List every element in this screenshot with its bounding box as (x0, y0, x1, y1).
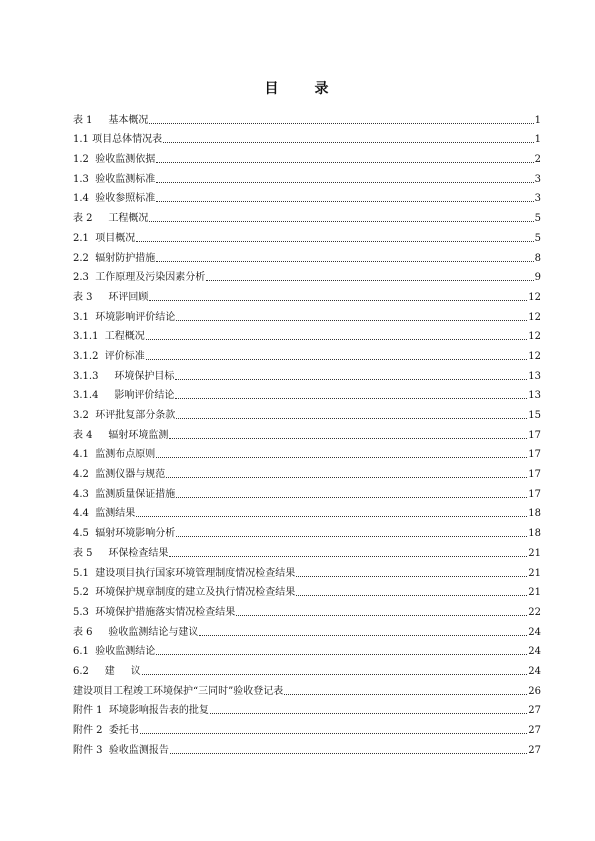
toc-entry-page-number: 2 (534, 154, 541, 166)
toc-dot-leader (149, 221, 533, 222)
toc-entry-page-number: 1 (534, 134, 541, 146)
toc-entry-page-number: 17 (528, 488, 541, 500)
toc-entry-label: 2.3 工作原理及污染因素分析 (73, 272, 206, 284)
toc-dot-leader (156, 162, 533, 163)
toc-entry[interactable] (73, 304, 541, 324)
toc-entry-page-number: 18 (528, 528, 541, 540)
toc-entry-page-number: 17 (528, 429, 541, 441)
toc-dot-leader (149, 123, 533, 124)
toc-entry[interactable] (73, 422, 541, 442)
toc-entry-label: 1.1 项目总体情况表 (73, 134, 163, 146)
toc-entry-label: 5.1 建设项目执行国家环境管理制度情况检查结果 (73, 567, 296, 579)
toc-entry[interactable] (73, 737, 541, 757)
toc-entry-page-number: 17 (528, 449, 541, 461)
toc-dot-leader (136, 516, 527, 517)
toc-dot-leader (210, 713, 527, 714)
toc-dot-leader (149, 300, 527, 301)
toc-entry[interactable] (73, 442, 541, 462)
toc-entry-page-number: 12 (528, 331, 541, 343)
toc-entry-label: 4.3 监测质量保证措施 (73, 488, 176, 500)
toc-entry[interactable] (73, 127, 541, 147)
toc-entry-label: 1.3 验收监测标准 (73, 173, 156, 185)
toc-entry-label: 6.1 验收监测结论 (73, 646, 156, 658)
toc-dot-leader (136, 241, 533, 242)
toc-entry[interactable] (73, 284, 541, 304)
toc-entry-page-number: 1 (534, 114, 541, 126)
toc-dot-leader (156, 261, 533, 262)
toc-entry-label: 附件 1 环境影响报告表的批复 (73, 705, 209, 717)
toc-entry-label: 3.2 环评批复部分条款 (73, 410, 176, 421)
toc-entry[interactable] (73, 698, 541, 718)
toc-entry-page-number: 12 (528, 291, 541, 303)
toc-entry-page-number: 21 (528, 567, 541, 579)
toc-entry[interactable] (73, 324, 541, 344)
toc-entry-label: 3.1.2 评价标准 (73, 350, 145, 362)
toc-entry-page-number: 12 (528, 311, 541, 323)
toc-title-part2: 录 (314, 81, 331, 97)
toc-entry-label: 4.4 监测结果 (73, 508, 136, 520)
toc-entry-label: 建设项目工程竣工环境保护“三同时”验收登记表 (73, 685, 284, 697)
toc-entry[interactable] (73, 225, 541, 245)
toc-dot-leader (156, 182, 533, 183)
toc-entry[interactable] (73, 383, 541, 403)
toc-entry-page-number: 13 (528, 370, 541, 382)
toc-entry[interactable] (73, 658, 541, 678)
toc-entry[interactable] (73, 265, 541, 285)
toc-entry-page-number: 9 (534, 272, 541, 284)
toc-entry-label: 表 3 环评回顾 (73, 291, 149, 303)
toc-entry-page-number: 17 (528, 469, 541, 481)
toc-entry[interactable] (73, 343, 541, 363)
toc-dot-leader (170, 753, 527, 754)
toc-dot-leader (296, 595, 527, 596)
toc-entry[interactable] (73, 402, 541, 422)
toc-dot-leader (284, 694, 527, 695)
toc-entry-page-number: 24 (528, 646, 541, 658)
toc-entry-label: 3.1.3 环境保护目标 (73, 370, 175, 382)
toc-dot-leader (176, 418, 527, 419)
toc-dot-leader (296, 576, 527, 577)
toc-entry-label: 表 5 环保检查结果 (73, 547, 169, 559)
toc-entry-label: 3.1.1 工程概况 (73, 331, 145, 343)
toc-dot-leader (163, 142, 534, 143)
toc-entry-page-number: 21 (528, 547, 541, 559)
toc-entry-page-number: 5 (534, 213, 541, 225)
toc-entry-label: 3.1.4 影响评价结论 (73, 390, 175, 402)
toc-entry[interactable] (73, 363, 541, 383)
toc-entry-page-number: 27 (528, 744, 541, 756)
toc-dot-leader (169, 438, 527, 439)
toc-entry-label: 表 6 验收监测结论与建议 (73, 626, 199, 638)
toc-dot-leader (206, 280, 533, 281)
toc-entry-label: 表 4 辐射环境监测 (73, 429, 169, 441)
toc-entry[interactable] (73, 560, 541, 580)
toc-entry-page-number: 5 (534, 232, 541, 244)
toc-dot-leader (146, 339, 527, 340)
toc-dot-leader (156, 457, 527, 458)
toc-entry-page-number: 13 (528, 390, 541, 402)
toc-entry-label: 5.2 环境保护规章制度的建立及执行情况检查结果 (73, 587, 296, 599)
toc-entry[interactable] (73, 717, 541, 737)
toc-entry-page-number: 12 (528, 350, 541, 362)
toc-entry-page-number: 22 (528, 606, 541, 618)
toc-entry-page-number: 8 (534, 252, 541, 264)
toc-dot-leader (199, 635, 527, 636)
toc-entry-label: 1.2 验收监测依据 (73, 154, 156, 166)
toc-entry[interactable] (73, 619, 541, 639)
toc-entry-page-number: 18 (528, 508, 541, 520)
toc-entry[interactable] (73, 520, 541, 540)
toc-entry[interactable] (73, 678, 541, 698)
toc-dot-leader (236, 615, 527, 616)
toc-dot-leader (175, 379, 527, 380)
toc-dot-leader (176, 536, 527, 537)
toc-entry[interactable] (73, 461, 541, 481)
toc-list (73, 107, 541, 757)
toc-title (0, 78, 595, 98)
toc-entry[interactable] (73, 639, 541, 659)
toc-entry-label: 4.2 监测仪器与规范 (73, 469, 166, 481)
toc-dot-leader (166, 477, 527, 478)
toc-entry-label: 5.3 环境保护措施落实情况检查结果 (73, 606, 236, 618)
toc-entry[interactable] (73, 481, 541, 501)
toc-entry[interactable] (73, 107, 541, 127)
toc-dot-leader (142, 674, 528, 675)
toc-entry-page-number: 15 (528, 410, 541, 421)
toc-dot-leader (140, 733, 527, 734)
toc-entry-page-number: 3 (534, 173, 541, 185)
toc-entry-page-number: 21 (528, 587, 541, 599)
toc-dot-leader (146, 359, 527, 360)
toc-entry-page-number: 27 (528, 705, 541, 717)
toc-entry-label: 2.2 辐射防护措施 (73, 252, 156, 264)
toc-title-part1: 目 (264, 81, 281, 97)
toc-entry[interactable] (73, 599, 541, 619)
toc-dot-leader (169, 556, 527, 557)
toc-entry[interactable] (73, 205, 541, 225)
toc-dot-leader (175, 398, 527, 399)
toc-dot-leader (156, 654, 527, 655)
toc-entry-label: 4.5 辐射环境影响分析 (73, 528, 176, 540)
toc-entry-label: 附件 3 验收监测报告 (73, 744, 169, 756)
toc-entry-page-number: 24 (528, 665, 541, 677)
toc-entry-label: 6.2 建 议 (73, 665, 141, 677)
toc-entry[interactable] (73, 501, 541, 521)
toc-dot-leader (176, 497, 527, 498)
toc-entry[interactable] (73, 580, 541, 600)
toc-dot-leader (176, 320, 527, 321)
toc-entry-label: 1.4 验收参照标准 (73, 193, 156, 205)
toc-entry[interactable] (73, 245, 541, 265)
toc-entry-label: 附件 2 委托书 (73, 725, 139, 736)
toc-entry[interactable] (73, 186, 541, 206)
toc-entry-page-number: 26 (528, 685, 541, 697)
toc-entry-label: 表 2 工程概况 (73, 213, 149, 225)
toc-entry-page-number: 24 (528, 626, 541, 638)
toc-entry-label: 4.1 监测布点原则 (73, 449, 156, 461)
toc-entry-label: 表 1 基本概况 (73, 114, 149, 126)
toc-entry-label: 3.1 环境影响评价结论 (73, 311, 176, 323)
toc-entry[interactable] (73, 146, 541, 166)
toc-entry-page-number: 27 (528, 725, 541, 736)
toc-entry[interactable] (73, 540, 541, 560)
toc-entry-label: 2.1 项目概况 (73, 232, 136, 244)
toc-entry[interactable] (73, 166, 541, 186)
toc-dot-leader (156, 201, 533, 202)
toc-entry-page-number: 3 (534, 193, 541, 205)
